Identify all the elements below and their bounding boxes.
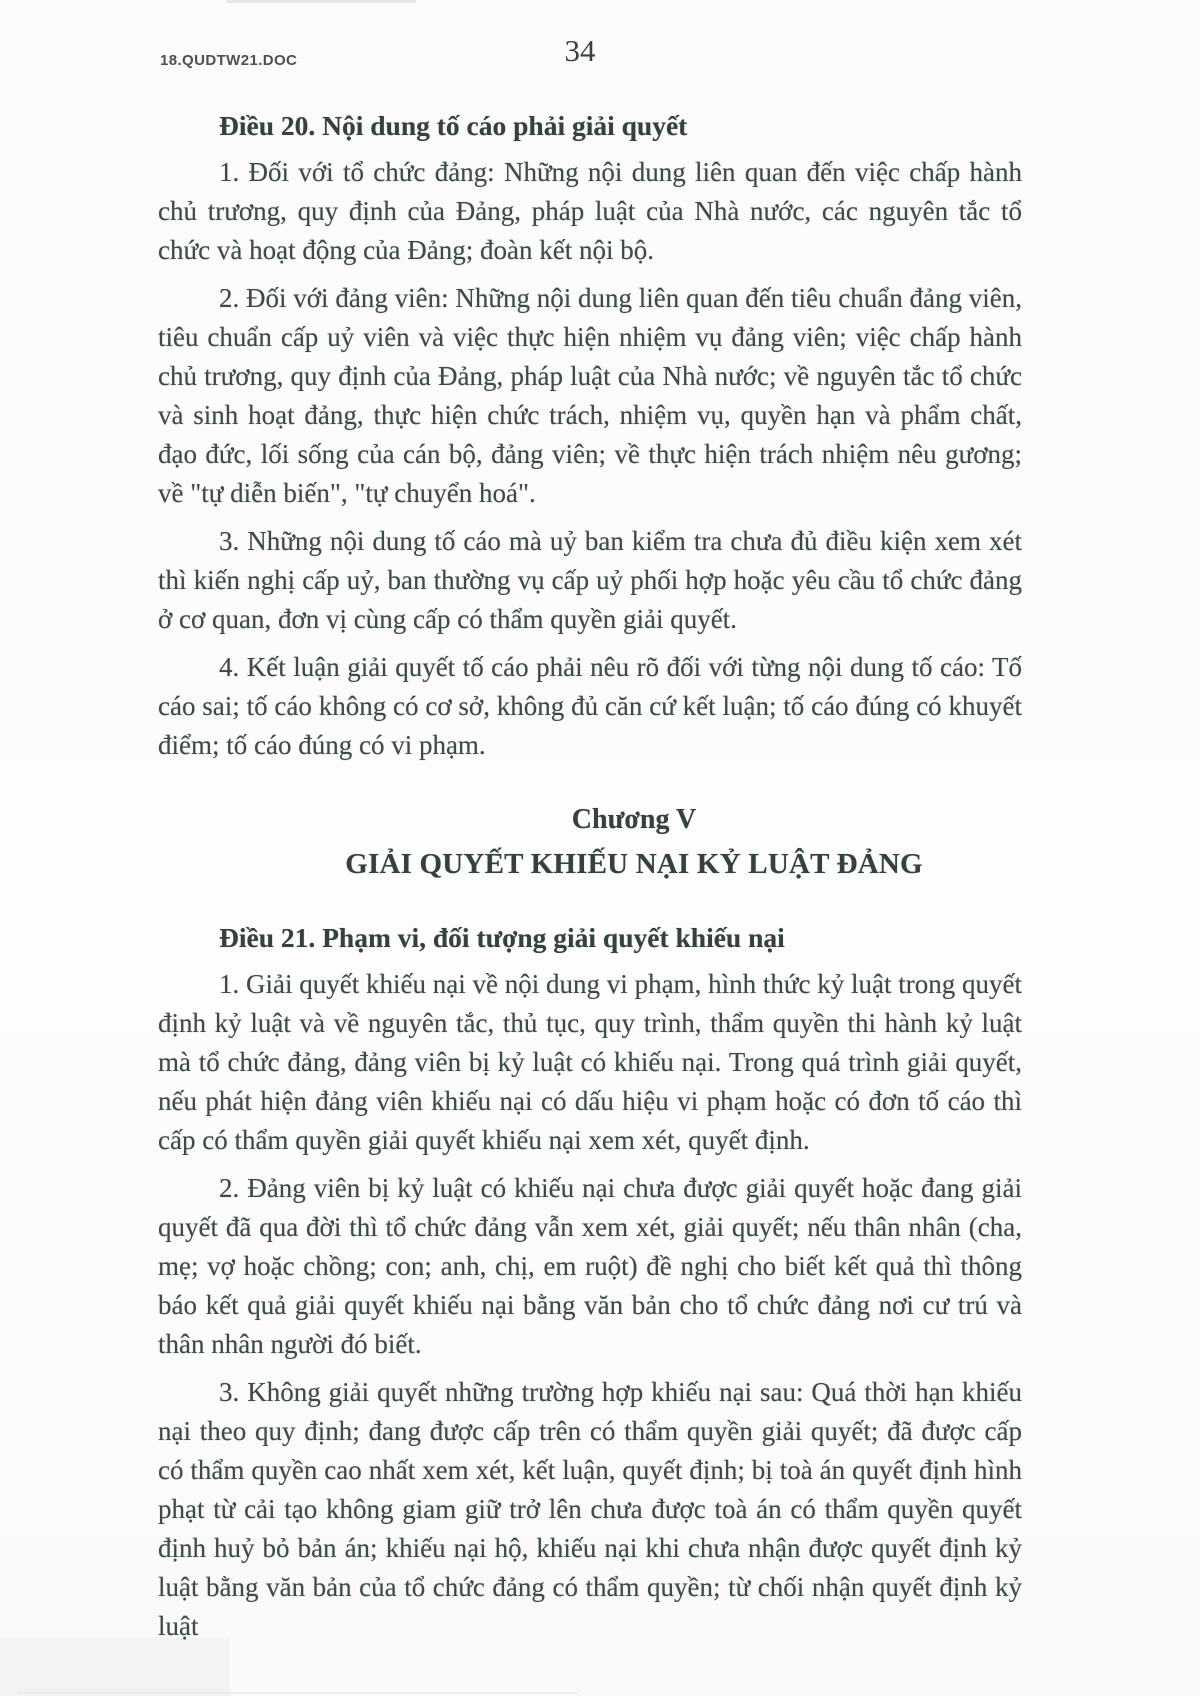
article-21-paragraph-2: 2. Đảng viên bị kỷ luật có khiếu nại chưa được giải quyết hoặc đang giải quyết đã qua đời thì tổ chức đảng vẫn xem xét, giải quyết; nếu thân nhân (cha, mẹ; vợ hoặc chồng; con; anh, chị, em ruột) đề nghị cho biết kết quả thì thông báo kết quả giải quyết khiếu nại bằng văn bản cho tổ chức đảng nơi cư trú và thân nhân người đó biết. <box>158 1173 1022 1359</box>
article-21-paragraph-3: 3. Không giải quyết những trường hợp khiếu nại sau: Quá thời hạn khiếu nại theo quy định; đang được cấp trên có thẩm quyền giải quyết; đã được cấp có thẩm quyền cao nhất xem xét, kết luận, quyết định; bị toà án quyết định hình phạt từ cải tạo không giam giữ trở lên chưa được toà án có thẩm quyền quyết định huỷ bỏ bản án; khiếu nại hộ, khiếu nại khi chưa nhận được quyết định kỷ luật bằng văn bản của tổ chức đảng có thẩm quyền; từ chối nhận quyết định kỷ luật <box>158 1377 1022 1641</box>
scan-artifact-bottom-line <box>18 1692 578 1694</box>
page-number: 34 <box>564 33 596 68</box>
article-20-paragraph-2: 2. Đối với đảng viên: Những nội dung liên quan đến tiêu chuẩn đảng viên, tiêu chuẩn cấp uỷ viên và việc thực hiện nhiệm vụ đảng viên; việc chấp hành chủ trương, quy định của Đảng, pháp luật của Nhà nước; về nguyên tắc tổ chức và sinh hoạt đảng, thực hiện chức trách, nhiệm vụ, quyền hạn và phẩm chất, đạo đức, lối sống của cán bộ, đảng viên; về thực hiện trách nhiệm nêu gương; về "tự diễn biến", "tự chuyển hoá". <box>158 283 1022 508</box>
scan-artifact-top <box>226 0 416 3</box>
chapter-title: GIẢI QUYẾT KHIẾU NẠI KỶ LUẬT ĐẢNG <box>345 848 923 880</box>
chapter-number: Chương V <box>571 804 697 835</box>
article-20-paragraph-1: 1. Đối với tổ chức đảng: Những nội dung liên quan đến việc chấp hành chủ trương, quy định của Đảng, pháp luật của Nhà nước, các nguyên tắc tổ chức và hoạt động của Đảng; đoàn kết nội bộ. <box>158 157 1022 265</box>
article-20-heading: Điều 20. Nội dung tố cáo phải giải quyết <box>219 110 688 141</box>
article-20-paragraph-4: 4. Kết luận giải quyết tố cáo phải nêu rõ đối với từng nội dung tố cáo: Tố cáo sai; tố cáo không có cơ sở, không đủ căn cứ kết luận; tố cáo đúng có khuyết điểm; tố cáo đúng có vi phạm. <box>158 652 1022 760</box>
document-page <box>158 106 1022 1655</box>
article-20-paragraph-3: 3. Những nội dung tố cáo mà uỷ ban kiểm tra chưa đủ điều kiện xem xét thì kiến nghị cấp uỷ, ban thường vụ cấp uỷ phối hợp hoặc yêu cầu tổ chức đảng ở cơ quan, đơn vị cùng cấp có thẩm quyền giải quyết. <box>158 526 1022 634</box>
chapter-5-heading-block <box>246 799 1022 888</box>
doc-filename-label: 18.QUDTW21.DOC <box>160 52 298 69</box>
article-21-paragraph-1: 1. Giải quyết khiếu nại về nội dung vi phạm, hình thức kỷ luật trong quyết định kỷ luật và về nguyên tắc, thủ tục, quy trình, thẩm quyền thi hành kỷ luật mà tổ chức đảng, đảng viên bị kỷ luật có khiếu nại. Trong quá trình giải quyết, nếu phát hiện đảng viên khiếu nại có dấu hiệu vi phạm hoặc có đơn tố cáo thì cấp có thẩm quyền giải quyết khiếu nại xem xét, quyết định. <box>158 969 1022 1155</box>
article-21-heading: Điều 21. Phạm vi, đối tượng giải quyết khiếu nại <box>219 922 785 953</box>
